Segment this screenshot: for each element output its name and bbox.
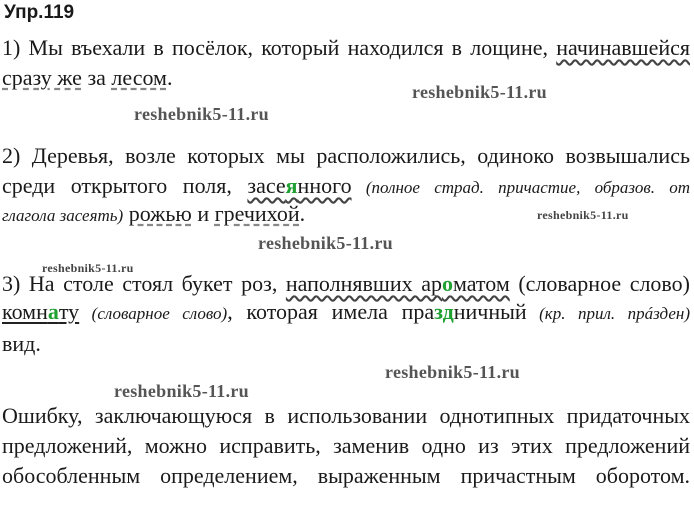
word-part: засе xyxy=(247,173,286,198)
p3-line2-text: , которая имела пра xyxy=(227,299,435,324)
p3-line-3: вид. xyxy=(2,331,41,356)
noun-lesom: лесом xyxy=(111,65,167,90)
vocab-note: (словарное слово) xyxy=(509,271,690,296)
noun-grechikhoy: гречихой xyxy=(214,201,300,226)
watermark: reshebnik5-11.ru xyxy=(537,208,629,222)
adverb-srazu-zhe: сразу же xyxy=(2,65,82,90)
p2-line-1: 2) Деревья, возле которых мы расположились, одиноко возвышались xyxy=(2,143,690,168)
grammar-note: (кр. прил. прáзден) xyxy=(526,304,690,323)
p4-line-1: Ошибку, заключающуюся в использовании однотипных придаточных xyxy=(2,403,690,428)
grammar-note: (полное страд. причастие, образов. от xyxy=(351,178,690,197)
highlighted-letter: о xyxy=(441,271,453,296)
p2-period: . xyxy=(299,201,306,226)
p3-line-2 xyxy=(2,298,690,328)
word-part: комн xyxy=(2,299,48,324)
highlighted-letters: зд xyxy=(434,299,454,324)
p1-line1-text: 1) Мы въехали в посёлок, который находился в лощине, xyxy=(2,35,557,60)
word-part: наполнявших ар xyxy=(285,271,442,296)
exercise-title: Упр.119 xyxy=(4,2,75,23)
watermark: reshebnik5-11.ru xyxy=(412,82,547,102)
highlighted-letter: а xyxy=(47,299,59,324)
word-part: матом xyxy=(452,271,510,296)
noun-rozhyu: рожью xyxy=(128,201,192,226)
vocab-note-italic: (словарное слово) xyxy=(79,304,228,323)
word-part: нного xyxy=(297,173,352,198)
p1-preposition: за xyxy=(81,65,112,90)
p1-line-1 xyxy=(2,34,690,62)
watermark: reshebnik5-11.ru xyxy=(42,261,134,275)
noun-komnatu xyxy=(2,299,79,324)
conjunction: и xyxy=(191,201,215,226)
p2-line2-text: среди открытого поля, xyxy=(2,173,248,198)
p3-line1-text: 3) На столе стоял букет роз, xyxy=(2,271,286,296)
p1-period: . xyxy=(166,65,173,90)
watermark: reshebnik5-11.ru xyxy=(258,233,393,253)
grammar-note-cont: глагола засеять) xyxy=(2,206,124,225)
p4-line-2: предложений, можно исправить, заменив одно из этих предложений xyxy=(2,433,690,458)
p1-line-2 xyxy=(2,64,172,92)
watermark: reshebnik5-11.ru xyxy=(134,104,269,124)
p2-line-3 xyxy=(2,200,305,230)
participle-napolnyavshikh xyxy=(286,271,510,296)
word-part: ту xyxy=(58,299,80,324)
p2-line-2 xyxy=(2,172,690,202)
watermark: reshebnik5-11.ru xyxy=(114,381,249,401)
watermark: reshebnik5-11.ru xyxy=(385,362,520,382)
participle-nachinavsheysya: начинавшейся xyxy=(556,35,690,60)
participle-zaseyannogo xyxy=(247,173,351,198)
word-part: ничный xyxy=(453,299,527,324)
p4-line-3: обособленным определением, выраженным причастным оборотом. xyxy=(2,463,690,488)
highlighted-letter: я xyxy=(285,173,298,198)
